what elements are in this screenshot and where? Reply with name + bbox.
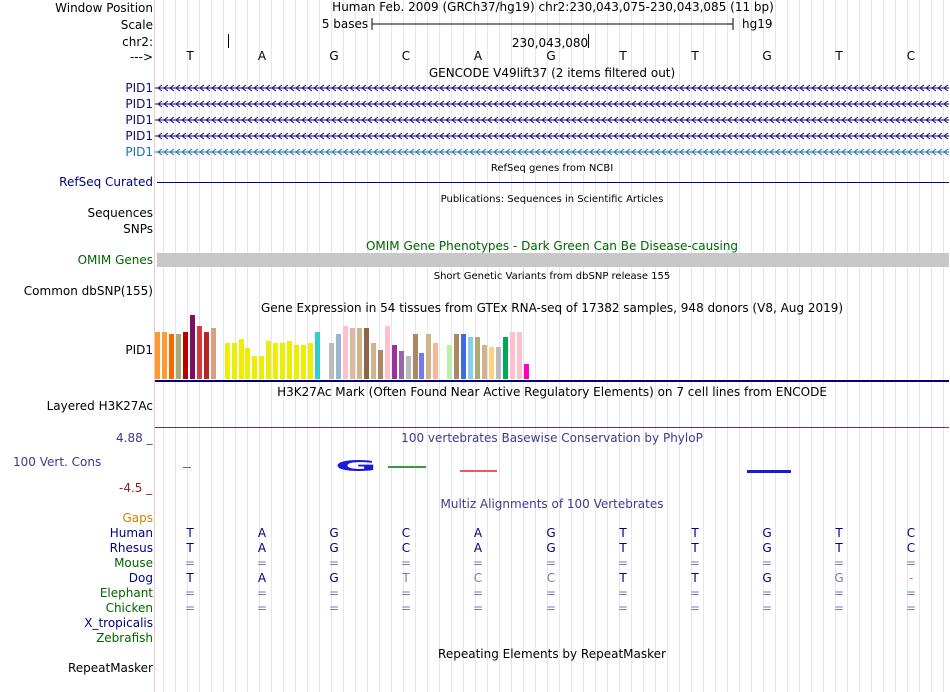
- h3k27ac-signal-left: [155, 427, 228, 428]
- phylop-logo[interactable]: [155, 452, 949, 480]
- coordinate-text: 230,043,080: [511, 36, 589, 50]
- gtex-tissue-bar[interactable]: [197, 326, 202, 379]
- multiz-aligned-base: =: [472, 586, 484, 600]
- reference-base: G: [762, 49, 772, 63]
- multiz-aligned-base: =: [761, 601, 773, 615]
- gtex-tissue-bar[interactable]: [475, 337, 480, 379]
- multiz-aligned-base: T: [835, 541, 843, 555]
- gencode-transcript-label[interactable]: PID1: [125, 81, 153, 95]
- multiz-aligned-base: C: [401, 526, 411, 540]
- phylop-min-label: -4.5 _: [119, 481, 153, 495]
- scale-bar: [370, 17, 736, 31]
- phylop-g-glyph: G: [335, 457, 377, 475]
- publications-track-title: Publications: Sequences in Scientific Articles: [440, 194, 664, 205]
- multiz-aligned-base: =: [184, 601, 196, 615]
- multiz-aligned-base: =: [545, 601, 557, 615]
- multiz-aligned-base: =: [905, 556, 917, 570]
- multiz-aligned-base: G: [762, 571, 772, 585]
- repeatmasker-track-label[interactable]: RepeatMasker: [67, 661, 153, 675]
- multiz-aligned-base: =: [400, 586, 412, 600]
- h3k27ac-track-title: H3K27Ac Mark (Often Found Near Active Regulatory Elements) on 7 cell lines from ENCODE: [277, 385, 827, 399]
- gtex-tissue-bar[interactable]: [364, 328, 369, 379]
- gtex-tissue-bar[interactable]: [517, 332, 522, 379]
- gtex-tissue-bar[interactable]: [510, 332, 515, 379]
- gtex-tissue-bar[interactable]: [280, 343, 285, 379]
- multiz-species-label[interactable]: Elephant: [99, 586, 153, 600]
- multiz-aligned-base: =: [545, 586, 557, 600]
- gtex-tissue-bar[interactable]: [308, 343, 313, 379]
- gtex-tissue-bar[interactable]: [489, 347, 494, 379]
- gtex-tissue-bar[interactable]: [169, 334, 174, 379]
- multiz-aligned-base: G: [329, 571, 339, 585]
- reference-base: T: [619, 49, 627, 63]
- multiz-aligned-base: T: [835, 526, 843, 540]
- ruler-tick: [588, 34, 589, 48]
- gtex-tissue-bar[interactable]: [239, 339, 244, 379]
- multiz-aligned-base: C: [401, 541, 411, 555]
- gtex-tissue-bar[interactable]: [190, 315, 195, 379]
- gtex-tissue-bar[interactable]: [232, 343, 237, 379]
- scale-label[interactable]: Scale: [120, 18, 153, 32]
- gtex-tissue-bar[interactable]: [301, 345, 306, 379]
- reference-base: T: [835, 49, 843, 63]
- gtex-tissue-bar[interactable]: [419, 353, 424, 379]
- gtex-tissue-bar[interactable]: [454, 334, 459, 379]
- multiz-aligned-base: =: [617, 601, 629, 615]
- gencode-transcript-label[interactable]: PID1: [125, 145, 153, 159]
- multiz-aligned-base: G: [329, 541, 339, 555]
- gencode-transcript-line[interactable]: [155, 82, 949, 94]
- gencode-transcript-label[interactable]: PID1: [125, 97, 153, 111]
- gtex-tissue-bar[interactable]: [357, 328, 362, 379]
- reference-base: C: [401, 49, 411, 63]
- multiz-aligned-base: =: [400, 556, 412, 570]
- phylop-track-title: 100 vertebrates Basewise Conservation by PhyloP: [401, 431, 703, 445]
- multiz-track-title: Multiz Alignments of 100 Vertebrates: [440, 497, 664, 511]
- publications-label-snps[interactable]: SNPs: [123, 222, 153, 236]
- assembly-name: hg19: [742, 17, 773, 31]
- gtex-tissue-bar[interactable]: [503, 337, 508, 379]
- position-text: Human Feb. 2009 (GRCh37/hg19) chr2:230,043,075-230,043,085 (11 bp): [332, 0, 774, 14]
- gtex-tissue-bar[interactable]: [433, 343, 438, 379]
- gtex-tissue-bar[interactable]: [336, 334, 341, 379]
- reference-base: A: [473, 49, 483, 63]
- multiz-aligned-base: =: [328, 586, 340, 600]
- gtex-tissue-bar[interactable]: [399, 351, 404, 379]
- gtex-tissue-bar[interactable]: [176, 334, 181, 379]
- multiz-aligned-base: T: [402, 571, 410, 585]
- multiz-aligned-base: =: [256, 601, 268, 615]
- gtex-tissue-bar[interactable]: [343, 326, 348, 379]
- multiz-aligned-base: A: [257, 526, 267, 540]
- multiz-aligned-base: =: [689, 601, 701, 615]
- multiz-aligned-base: =: [905, 586, 917, 600]
- multiz-aligned-base: T: [619, 526, 627, 540]
- multiz-species-label[interactable]: Human: [109, 526, 153, 540]
- window-position-label[interactable]: Window Position: [55, 1, 153, 15]
- gtex-tissue-bar[interactable]: [162, 332, 167, 379]
- multiz-aligned-base: =: [184, 556, 196, 570]
- gtex-tissue-bar[interactable]: [482, 345, 487, 379]
- multiz-species-label[interactable]: Gaps: [122, 511, 153, 525]
- omim-gene-bar[interactable]: [157, 253, 949, 267]
- gtex-tissue-bar[interactable]: [496, 347, 501, 379]
- reference-base: A: [257, 49, 267, 63]
- multiz-aligned-base: =: [256, 556, 268, 570]
- multiz-aligned-base: G: [762, 541, 772, 555]
- gtex-tissue-bar[interactable]: [245, 348, 250, 379]
- multiz-aligned-base: G: [546, 541, 556, 555]
- chr-label[interactable]: chr2:: [122, 35, 153, 49]
- multiz-aligned-base: =: [184, 586, 196, 600]
- multiz-aligned-base: =: [545, 556, 557, 570]
- gtex-track-title: Gene Expression in 54 tissues from GTEx RNA-seq of 17382 samples, 948 donors (V8, Aug 2019): [260, 301, 844, 315]
- multiz-aligned-base: =: [617, 556, 629, 570]
- publications-label-sequences[interactable]: Sequences: [87, 206, 153, 220]
- multiz-aligned-base: =: [689, 586, 701, 600]
- multiz-aligned-base: =: [905, 601, 917, 615]
- multiz-aligned-base: T: [619, 571, 627, 585]
- gtex-tissue-bar[interactable]: [524, 364, 529, 379]
- multiz-aligned-base: T: [691, 571, 699, 585]
- multiz-aligned-base: =: [689, 556, 701, 570]
- omim-track-title: OMIM Gene Phenotypes - Dark Green Can Be Disease-causing: [365, 239, 739, 253]
- gencode-transcript-label[interactable]: PID1: [125, 113, 153, 127]
- multiz-species-label[interactable]: Chicken: [105, 601, 153, 615]
- gtex-tissue-bar[interactable]: [350, 328, 355, 379]
- gtex-tissue-bar[interactable]: [259, 356, 264, 379]
- multiz-aligned-base: =: [472, 556, 484, 570]
- gtex-tissue-bar[interactable]: [426, 334, 431, 379]
- gtex-tissue-bar[interactable]: [225, 343, 230, 379]
- gtex-tissue-bar[interactable]: [406, 356, 411, 379]
- multiz-species-label[interactable]: Zebrafish: [96, 631, 153, 645]
- multiz-aligned-base: -: [908, 571, 914, 585]
- gtex-tissue-bar[interactable]: [378, 350, 383, 379]
- reference-base: C: [906, 49, 916, 63]
- gtex-tissue-bar[interactable]: [447, 345, 452, 379]
- refseq-track-label[interactable]: RefSeq Curated: [59, 175, 153, 189]
- multiz-aligned-base: G: [834, 571, 844, 585]
- multiz-species-label[interactable]: Mouse: [114, 556, 153, 570]
- gtex-tissue-bar[interactable]: [266, 341, 271, 379]
- h3k27ac-track-label[interactable]: Layered H3K27Ac: [46, 399, 153, 413]
- multiz-aligned-base: C: [546, 571, 556, 585]
- multiz-aligned-base: =: [256, 586, 268, 600]
- gtex-tissue-bar[interactable]: [461, 334, 466, 379]
- gtex-gene-line: [155, 380, 949, 382]
- gtex-tissue-bar[interactable]: [204, 332, 209, 379]
- gencode-transcript-line[interactable]: [155, 98, 949, 110]
- gtex-tissue-bar[interactable]: [273, 343, 278, 379]
- gtex-tissue-bar[interactable]: [392, 345, 397, 379]
- ruler-tick: [228, 34, 229, 48]
- gtex-tissue-bar[interactable]: [329, 343, 334, 379]
- gtex-tissue-bar[interactable]: [385, 326, 390, 379]
- multiz-aligned-base: A: [257, 571, 267, 585]
- h3k27ac-signal: [228, 427, 949, 428]
- gencode-transcript-label[interactable]: PID1: [125, 129, 153, 143]
- multiz-aligned-base: =: [761, 586, 773, 600]
- multiz-species-label[interactable]: X_tropicalis: [84, 616, 153, 630]
- gtex-tissue-bar[interactable]: [294, 345, 299, 379]
- repeatmasker-track-title: Repeating Elements by RepeatMasker: [438, 647, 666, 661]
- multiz-aligned-base: A: [473, 526, 483, 540]
- multiz-aligned-base: =: [833, 601, 845, 615]
- gencode-transcript-line[interactable]: [155, 130, 949, 142]
- multiz-aligned-base: =: [761, 556, 773, 570]
- multiz-aligned-base: =: [833, 586, 845, 600]
- refseq-gene-line[interactable]: [157, 182, 949, 183]
- multiz-aligned-base: =: [617, 586, 629, 600]
- reference-base: T: [186, 49, 194, 63]
- dbsnp-track-title: Short Genetic Variants from dbSNP release 155: [433, 271, 671, 282]
- gtex-tissue-bar[interactable]: [413, 334, 418, 379]
- multiz-species-label[interactable]: Dog: [128, 571, 153, 585]
- multiz-aligned-base: A: [257, 541, 267, 555]
- strand-arrow-label[interactable]: --->: [129, 50, 153, 64]
- phylop-max-label: 4.88 _: [116, 431, 153, 445]
- reference-base: G: [329, 49, 339, 63]
- gencode-track-title: GENCODE V49lift37 (2 items filtered out): [428, 66, 676, 80]
- multiz-aligned-base: =: [328, 601, 340, 615]
- multiz-aligned-base: G: [546, 526, 556, 540]
- gtex-tissue-bar[interactable]: [315, 332, 320, 379]
- multiz-aligned-base: C: [473, 571, 483, 585]
- refseq-track-title: RefSeq genes from NCBI: [490, 163, 614, 174]
- multiz-aligned-base: G: [762, 526, 772, 540]
- multiz-aligned-base: A: [473, 541, 483, 555]
- omim-track-label[interactable]: OMIM Genes: [77, 253, 153, 267]
- multiz-aligned-base: T: [186, 541, 194, 555]
- gtex-tissue-bar[interactable]: [287, 341, 292, 379]
- gtex-tissue-bar[interactable]: [211, 328, 216, 379]
- multiz-aligned-base: C: [906, 526, 916, 540]
- multiz-aligned-base: C: [906, 541, 916, 555]
- reference-base: G: [546, 49, 556, 63]
- multiz-aligned-base: =: [400, 601, 412, 615]
- multiz-aligned-base: =: [328, 556, 340, 570]
- gtex-track-label[interactable]: PID1: [125, 343, 153, 357]
- multiz-aligned-base: T: [186, 571, 194, 585]
- gtex-tissue-bar[interactable]: [468, 337, 473, 379]
- multiz-aligned-base: T: [186, 526, 194, 540]
- reference-base: T: [691, 49, 699, 63]
- gencode-transcript-line[interactable]: [155, 114, 949, 126]
- gtex-tissue-bar[interactable]: [155, 332, 160, 379]
- multiz-species-label[interactable]: Rhesus: [109, 541, 153, 555]
- multiz-aligned-base: =: [472, 601, 484, 615]
- multiz-aligned-base: T: [691, 541, 699, 555]
- scale-text: 5 bases: [321, 17, 369, 31]
- gtex-tissue-bar[interactable]: [183, 332, 188, 379]
- dbsnp-track-label[interactable]: Common dbSNP(155): [23, 284, 153, 298]
- multiz-aligned-base: T: [619, 541, 627, 555]
- multiz-aligned-base: G: [329, 526, 339, 540]
- gencode-transcript-line[interactable]: [155, 146, 949, 158]
- multiz-aligned-base: T: [691, 526, 699, 540]
- phylop-track-label[interactable]: 100 Vert. Cons: [13, 455, 102, 469]
- gtex-tissue-bar[interactable]: [252, 356, 257, 379]
- multiz-aligned-base: =: [833, 556, 845, 570]
- gtex-tissue-bar[interactable]: [371, 343, 376, 379]
